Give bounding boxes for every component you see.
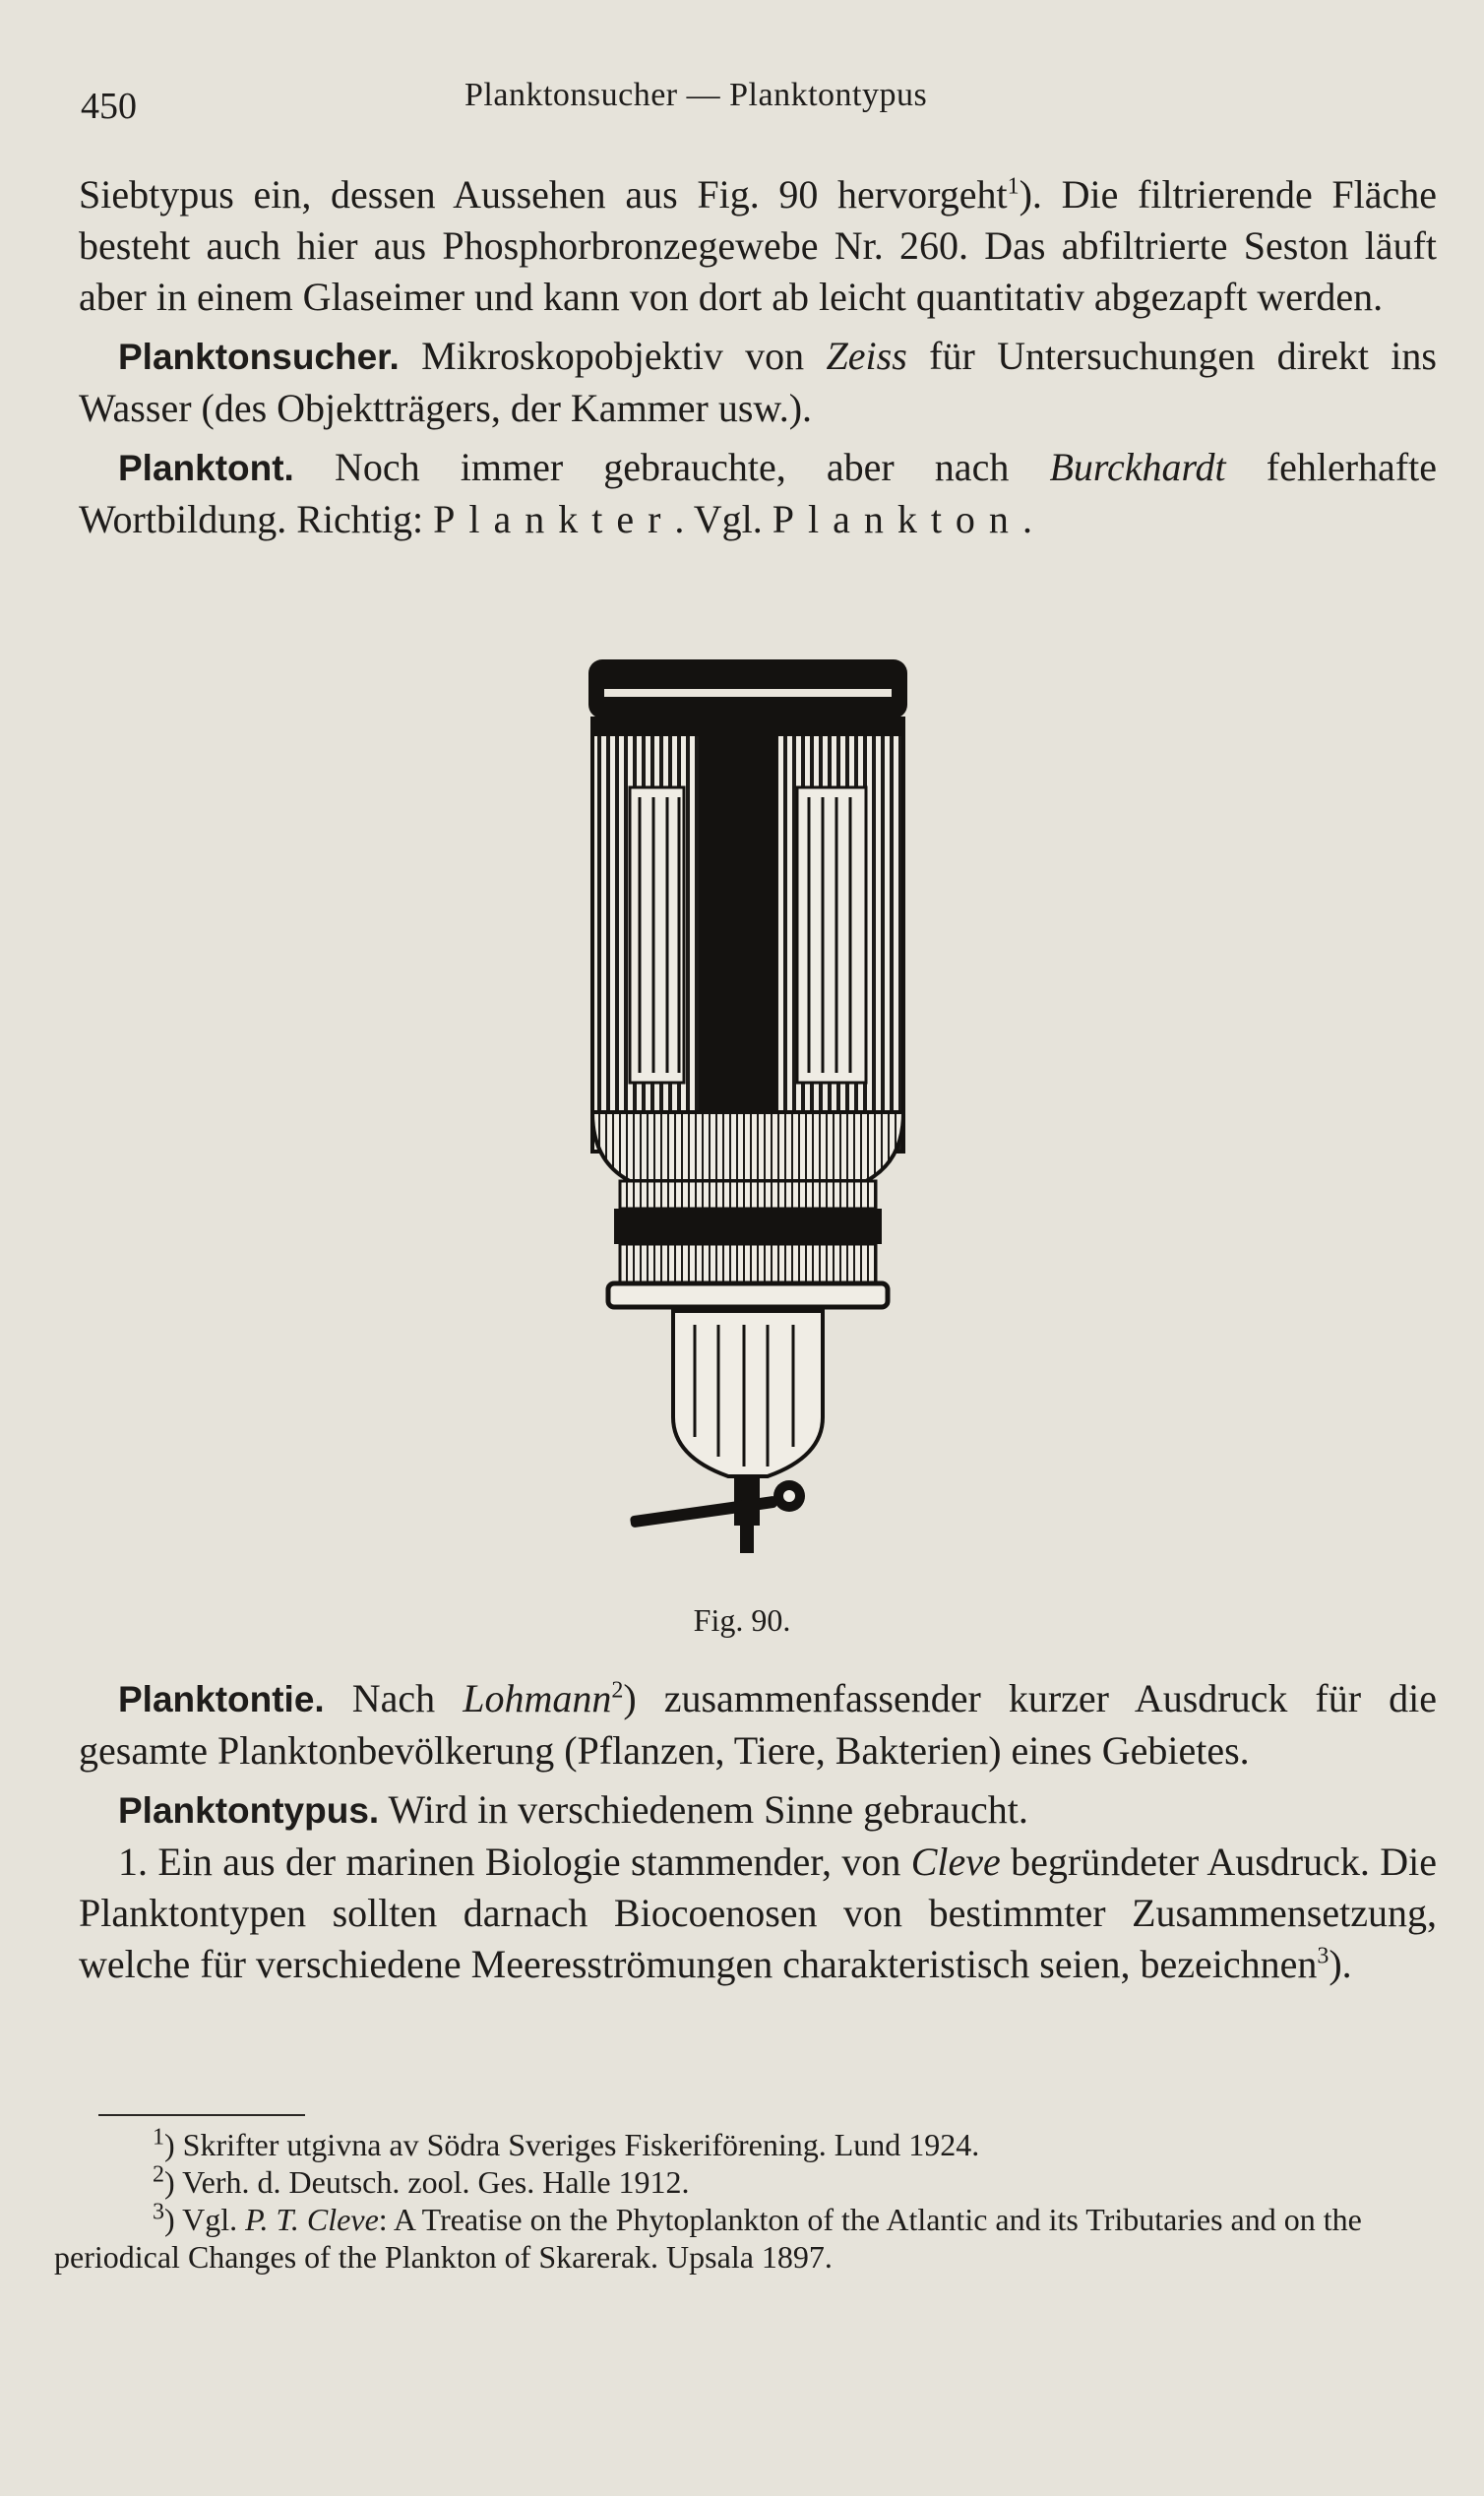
footnote-mark: 3: [153, 2199, 164, 2225]
footnotes: [54, 2126, 1412, 2276]
collar: [620, 1181, 876, 1209]
entry-term: Planktontie.: [118, 1679, 325, 1719]
author-name: Zeiss: [826, 334, 907, 378]
footnote-mark: 2: [153, 2161, 164, 2188]
lower-text: [79, 1673, 1437, 1990]
paragraph-siebtypus: [79, 169, 1437, 323]
footnote-mark: 1: [153, 2124, 164, 2151]
window-left: [630, 787, 684, 1083]
text: Mikroskopobjektiv von: [399, 334, 827, 378]
author-name: Cleve: [910, 1840, 1001, 1884]
spaced-word: Plankter: [433, 497, 675, 541]
footnote-ref: 1: [1007, 173, 1020, 200]
text: .: [1021, 497, 1032, 541]
entry-planktontie: [79, 1673, 1437, 1777]
entry-term: Planktontypus.: [118, 1790, 380, 1831]
text: . Vgl.: [674, 497, 773, 541]
entry-planktonsucher: [79, 331, 1437, 434]
page-header: [81, 77, 1399, 136]
spaced-word: Plankton: [772, 497, 1022, 541]
figure-caption: Fig. 90.: [693, 1602, 791, 1638]
upper-text: [79, 169, 1437, 545]
entry-planktont: [79, 442, 1437, 545]
text: ).: [1329, 1942, 1352, 1986]
body-shoulder: [592, 1112, 903, 1181]
text: 1. Ein aus der marinen Biologie stammender, von: [118, 1840, 911, 1884]
footnote-1: [54, 2126, 1412, 2163]
text: fehlerhafte Wortbildung. Richtig:: [79, 445, 1438, 541]
footnote-2: [54, 2163, 1412, 2201]
text: Wird in verschiedenem Sinne gebraucht.: [379, 1787, 1028, 1832]
text: Siebtypus ein, dessen Aussehen aus Fig. 90 hervorgeht: [79, 172, 1008, 217]
text: Noch immer gebrauchte, aber nach: [293, 445, 1050, 489]
entry-planktontypus: [79, 1784, 1437, 1837]
entry-term: Planktonsucher.: [118, 337, 400, 377]
ring-lower: [608, 1283, 888, 1307]
footnote-rule: [98, 2114, 305, 2116]
planktonsucher-illustration: [571, 650, 925, 1565]
text: für Untersuchungen direkt ins Wasser (des Objektträgers, der Kammer usw.).: [79, 334, 1437, 430]
footnote-text: ) Vgl.: [164, 2202, 246, 2237]
frame-bar: [699, 718, 777, 1152]
text: ) zusammenfassender kurzer Ausdruck für die gesamte Planktonbevölkerung (Pflanzen, Tiere, Bakterien) eines Gebietes.: [79, 1676, 1437, 1773]
running-title: Planktonsucher — Planktontypus: [464, 77, 928, 113]
text: Nach: [324, 1676, 464, 1720]
ring-upper: [614, 1209, 882, 1244]
author-name: Burckhardt: [1049, 445, 1226, 489]
page-number: 450: [81, 86, 137, 127]
footnote-ref: 3: [1317, 1943, 1329, 1969]
text: begründeter Ausdruck. Die Planktontypen sollten darnach Biocoenosen von bestimmter Zusammensetzung, welche für verschiedene Meeresströmungen charakteristisch seien, bezeichnen: [79, 1840, 1437, 1986]
text: ). Die filtrierende Fläche besteht auch hier aus Phosphorbronzegewebe Nr. 260. Das abfiltrierte Seston läuft aber in einem Glaseimer und kann von dort ab leicht quantitativ abgezapft werden.: [79, 172, 1437, 319]
entry-term: Planktont.: [118, 448, 294, 488]
footnote-text: ) Verh. d. Deutsch. zool. Ges. Halle 1912.: [164, 2164, 690, 2200]
paragraph-cleve: [79, 1837, 1437, 1990]
footnote-ref: 2: [611, 1677, 624, 1704]
author-name: P. T. Cleve: [245, 2202, 379, 2237]
footnote-3: [54, 2201, 1412, 2276]
author-name: Lohmann: [463, 1676, 612, 1720]
footnote-text: : A Treatise on the Phytoplankton of the Atlantic and its Tributaries and on the periodical Changes of the Plankton of Skarerak. Upsala 1897.: [54, 2202, 1362, 2275]
footnote-text: ) Skrifter utgivna av Södra Sveriges Fiskeriförening. Lund 1924.: [164, 2127, 980, 2162]
